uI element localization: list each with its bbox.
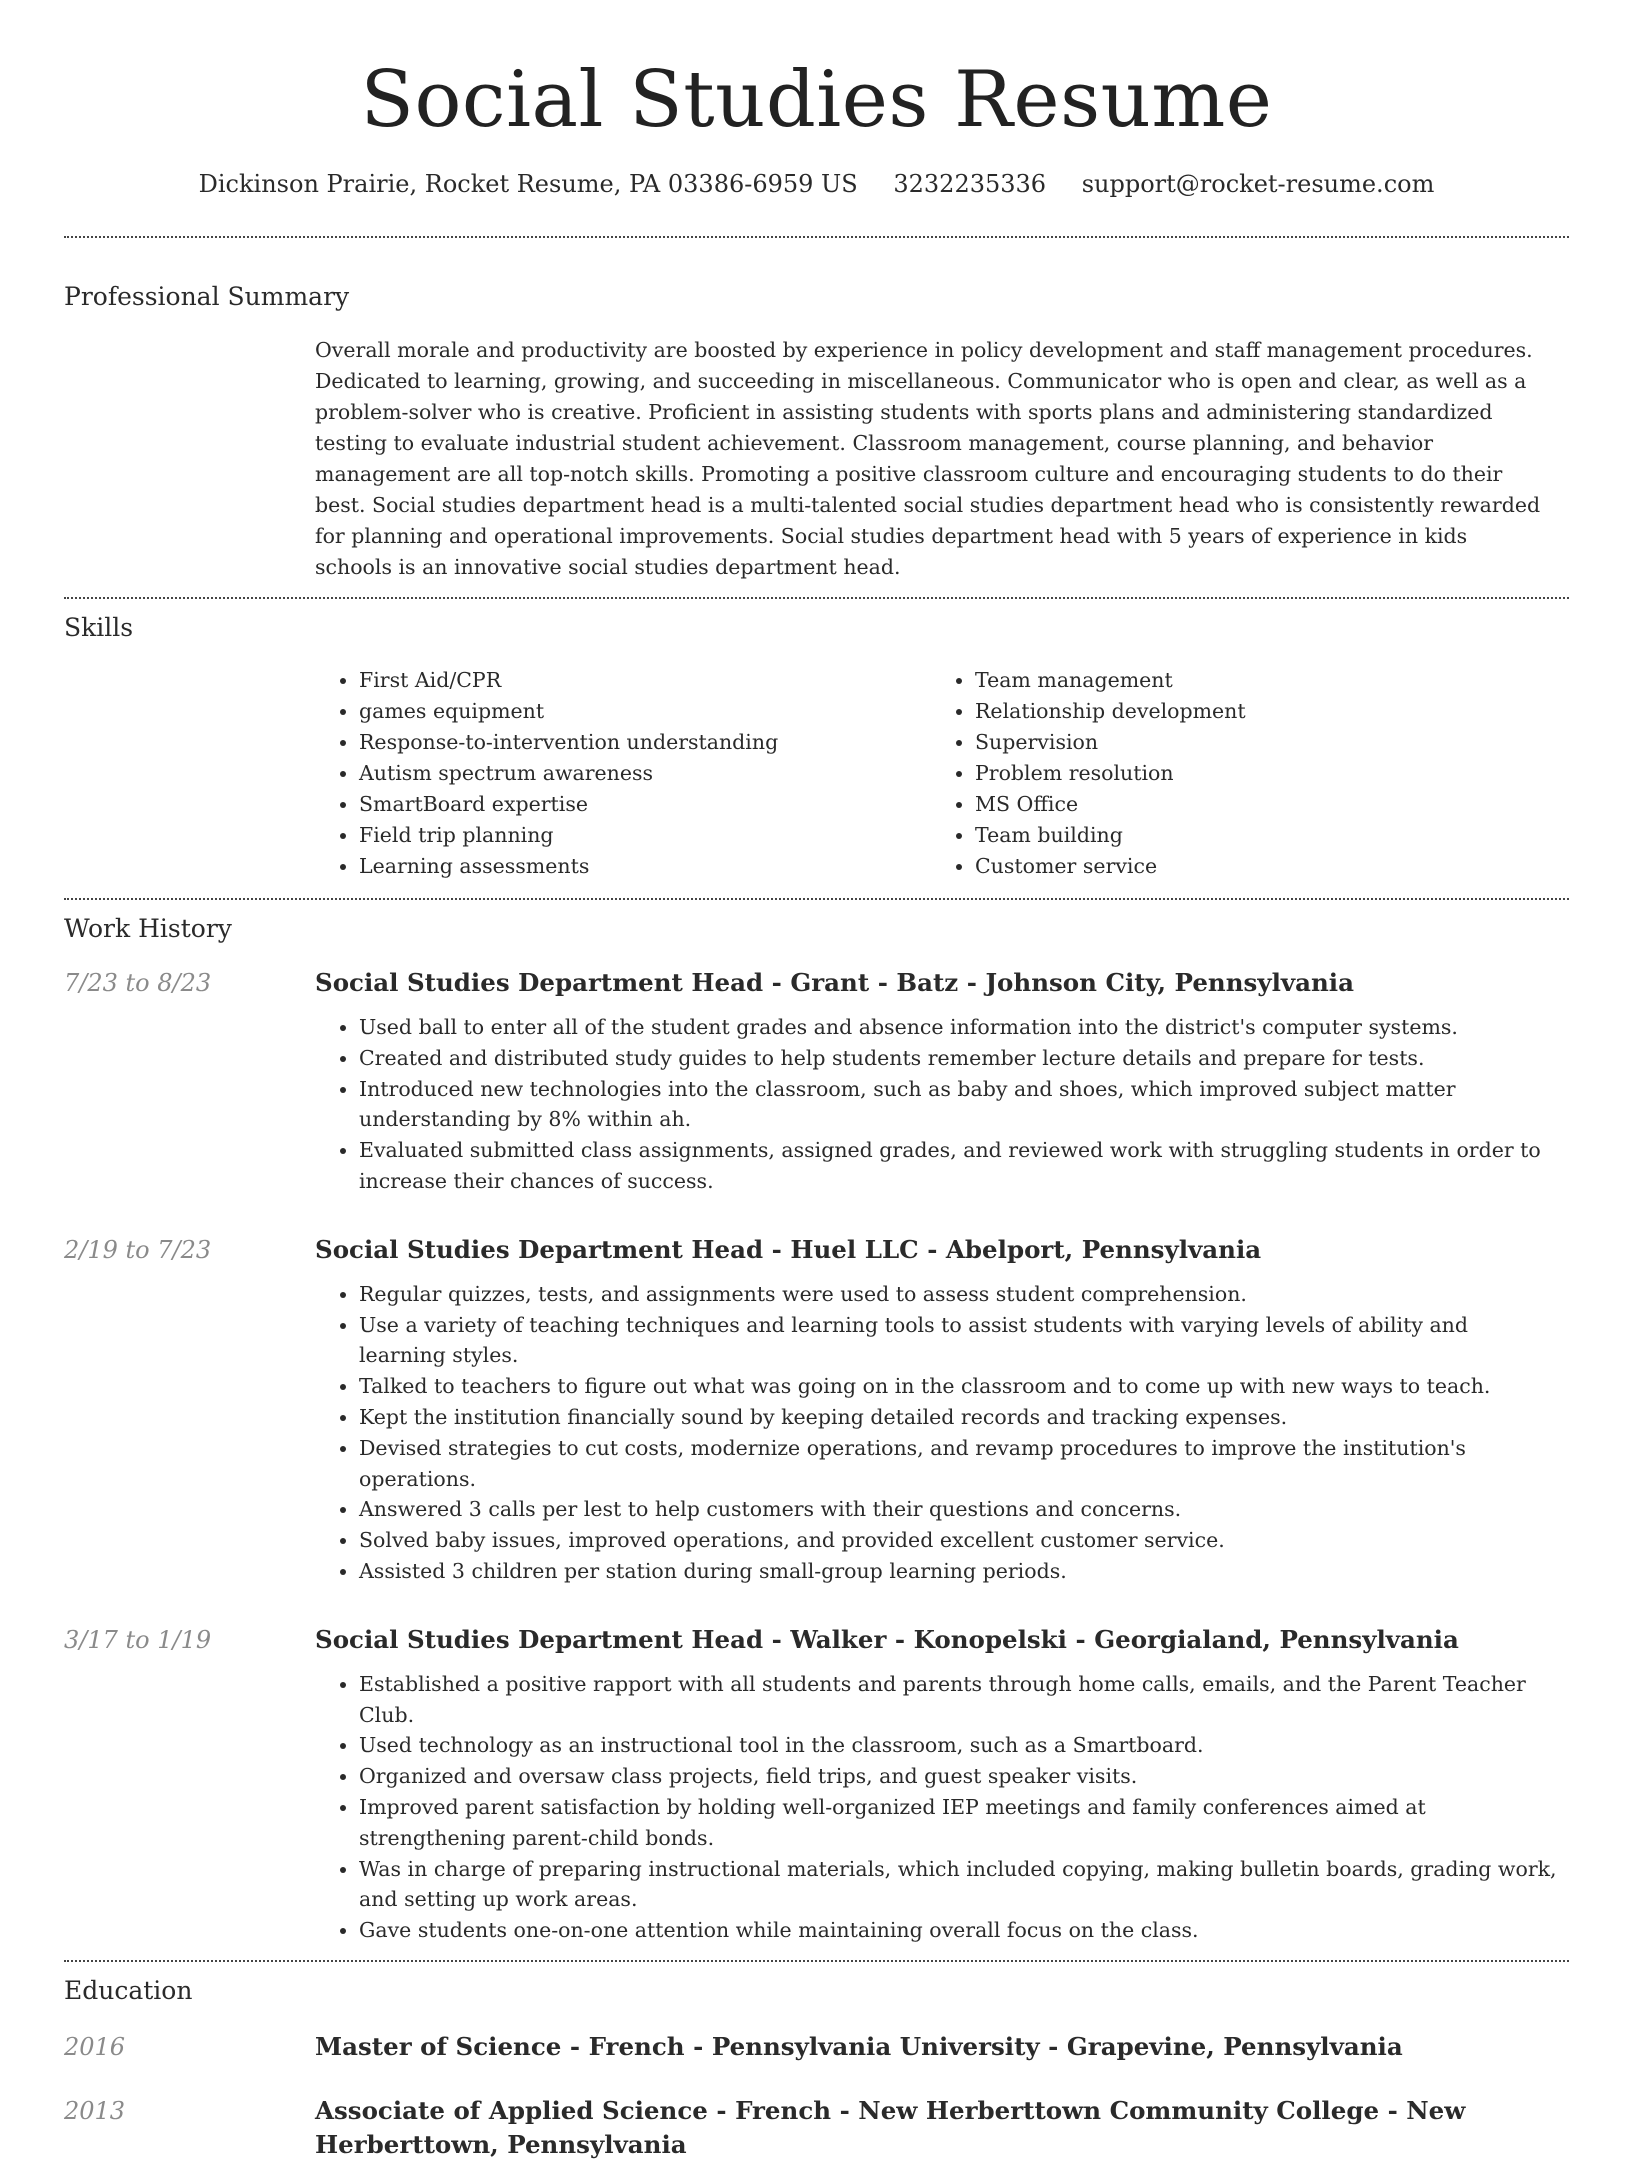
job-bullets — [315, 1669, 1569, 1946]
job-date: 2/19 to 7/23 — [64, 1235, 212, 1264]
skill-item: • Field trip planning — [359, 820, 930, 851]
job-bullet: • Use a variety of teaching techniques and learning tools to assist students with varying levels of ability and learning styles. — [359, 1310, 1569, 1372]
job-bullet: • Regular quizzes, tests, and assignments were used to assess student comprehension. — [359, 1279, 1569, 1310]
job-bullet: • Established a positive rapport with all students and parents through home calls, emails, and the Parent Teacher Club. — [359, 1669, 1569, 1731]
job-body — [315, 1623, 1569, 1946]
education-section — [64, 1962, 1569, 2162]
contact-email: support@rocket-resume.com — [1081, 170, 1435, 198]
job-bullet: • Was in charge of preparing instructional materials, which included copying, making bulletin boards, grading work, and setting up work areas. — [359, 1854, 1569, 1916]
skill-item: • Customer service — [975, 851, 1545, 882]
job-entry — [64, 1233, 1569, 1587]
job-body — [315, 966, 1569, 1197]
skill-item: • Supervision — [975, 727, 1545, 758]
job-title: Social Studies Department Head - Walker - Konopelski - Georgialand, Pennsylvania — [315, 1624, 1459, 1654]
contact-phone: 3232235336 — [893, 170, 1047, 198]
work-history-section — [64, 900, 1569, 1960]
skill-item: • Problem resolution — [975, 758, 1545, 789]
contact-address: Dickinson Prairie, Rocket Resume, PA 03386-6959 US — [198, 170, 858, 198]
skills-list-right — [930, 665, 1545, 882]
education-body — [315, 2030, 1569, 2064]
job-bullet: • Solved baby issues, improved operations, and provided excellent customer service. — [359, 1525, 1569, 1556]
job-bullet: • Used technology as an instructional tool in the classroom, such as a Smartboard. — [359, 1730, 1569, 1761]
skill-item: • First Aid/CPR — [359, 665, 930, 696]
education-date: 2016 — [64, 2032, 126, 2061]
skills-section — [64, 599, 1569, 898]
education-title: Master of Science - French - Pennsylvania University - Grapevine, Pennsylvania — [315, 2031, 1403, 2061]
job-bullet: • Organized and oversaw class projects, field trips, and guest speaker visits. — [359, 1761, 1569, 1792]
job-bullet: • Answered 3 calls per lest to help customers with their questions and concerns. — [359, 1494, 1569, 1525]
job-date: 3/17 to 1/19 — [64, 1625, 212, 1654]
education-heading: Education — [64, 1975, 193, 2005]
job-bullet: • Improved parent satisfaction by holding well-organized IEP meetings and family conferences aimed at strengthening parent-child bonds. — [359, 1792, 1569, 1854]
summary-text: Overall morale and productivity are boosted by experience in policy development and staff management procedures. Dedicated to learning, growing, and succeeding in miscellaneous. Communicator who is open and clear, as well as a problem-solver who is creative. Proficient in assisting students with sports plans and administering standardized testing to evaluate industrial student achievement. Classroom management, course planning, and behavior management are all top-notch skills. Promoting a positive classroom culture and encouraging students to do their best. Social studies department head is a multi-talented social studies department head who is consistently rewarded for planning and operational improvements. Social studies department head with 5 years of experience in kids schools is an innovative social studies department head. — [315, 338, 1541, 579]
skills-columns — [315, 665, 1565, 882]
job-bullet: • Devised strategies to cut costs, modernize operations, and revamp procedures to improve the institution's operations. — [359, 1433, 1569, 1495]
job-bullet: • Created and distributed study guides to help students remember lecture details and prepare for tests. — [359, 1043, 1569, 1074]
job-entry — [64, 1623, 1569, 1946]
resume-page — [64, 0, 1569, 2162]
skill-item: • Response-to-intervention understanding — [359, 727, 930, 758]
job-bullet: • Introduced new technologies into the classroom, such as baby and shoes, which improved subject matter understanding by 8% within ah. — [359, 1074, 1569, 1136]
job-bullets — [315, 1012, 1569, 1197]
job-entry — [64, 966, 1569, 1197]
skill-item: • Learning assessments — [359, 851, 930, 882]
summary-section — [64, 238, 1569, 597]
job-bullet: • Used ball to enter all of the student grades and absence information into the district's computer systems. — [359, 1012, 1569, 1043]
skill-item: • SmartBoard expertise — [359, 789, 930, 820]
skill-item: • Relationship development — [975, 696, 1545, 727]
job-bullet: • Evaluated submitted class assignments, assigned grades, and reviewed work with struggling students in order to increase their chances of success. — [359, 1135, 1569, 1197]
contact-line — [64, 168, 1569, 200]
work-history-heading: Work History — [64, 914, 232, 943]
summary-heading: Professional Summary — [64, 282, 350, 311]
skills-heading: Skills — [64, 613, 134, 642]
skill-item: • Autism spectrum awareness — [359, 758, 930, 789]
job-bullet: • Talked to teachers to figure out what was going on in the classroom and to come up with new ways to teach. — [359, 1371, 1569, 1402]
job-bullets — [315, 1279, 1569, 1587]
education-body — [315, 2094, 1569, 2162]
skill-item: • MS Office — [975, 789, 1545, 820]
education-entry — [64, 2094, 1569, 2162]
job-bullet: • Assisted 3 children per station during small-group learning periods. — [359, 1556, 1569, 1587]
job-title: Social Studies Department Head - Grant - Batz - Johnson City, Pennsylvania — [315, 968, 1354, 997]
job-bullet: • Gave students one-on-one attention while maintaining overall focus on the class. — [359, 1915, 1569, 1946]
skill-item: • games equipment — [359, 696, 930, 727]
education-title: Associate of Applied Science - French - New Herberttown Community College - New Herberttown, Pennsylvania — [315, 2095, 1466, 2159]
resume-name: Social Studies Resume — [360, 55, 1273, 145]
skill-item: • Team management — [975, 665, 1545, 696]
job-title: Social Studies Department Head - Huel LLC - Abelport, Pennsylvania — [315, 1234, 1262, 1264]
education-entry — [64, 2030, 1569, 2064]
skills-list-left — [315, 665, 930, 882]
job-bullet: • Kept the institution financially sound by keeping detailed records and tracking expenses. — [359, 1402, 1569, 1433]
education-date: 2013 — [64, 2096, 126, 2125]
skill-item: • Team building — [975, 820, 1545, 851]
job-date: 7/23 to 8/23 — [64, 969, 212, 997]
job-body — [315, 1233, 1569, 1587]
